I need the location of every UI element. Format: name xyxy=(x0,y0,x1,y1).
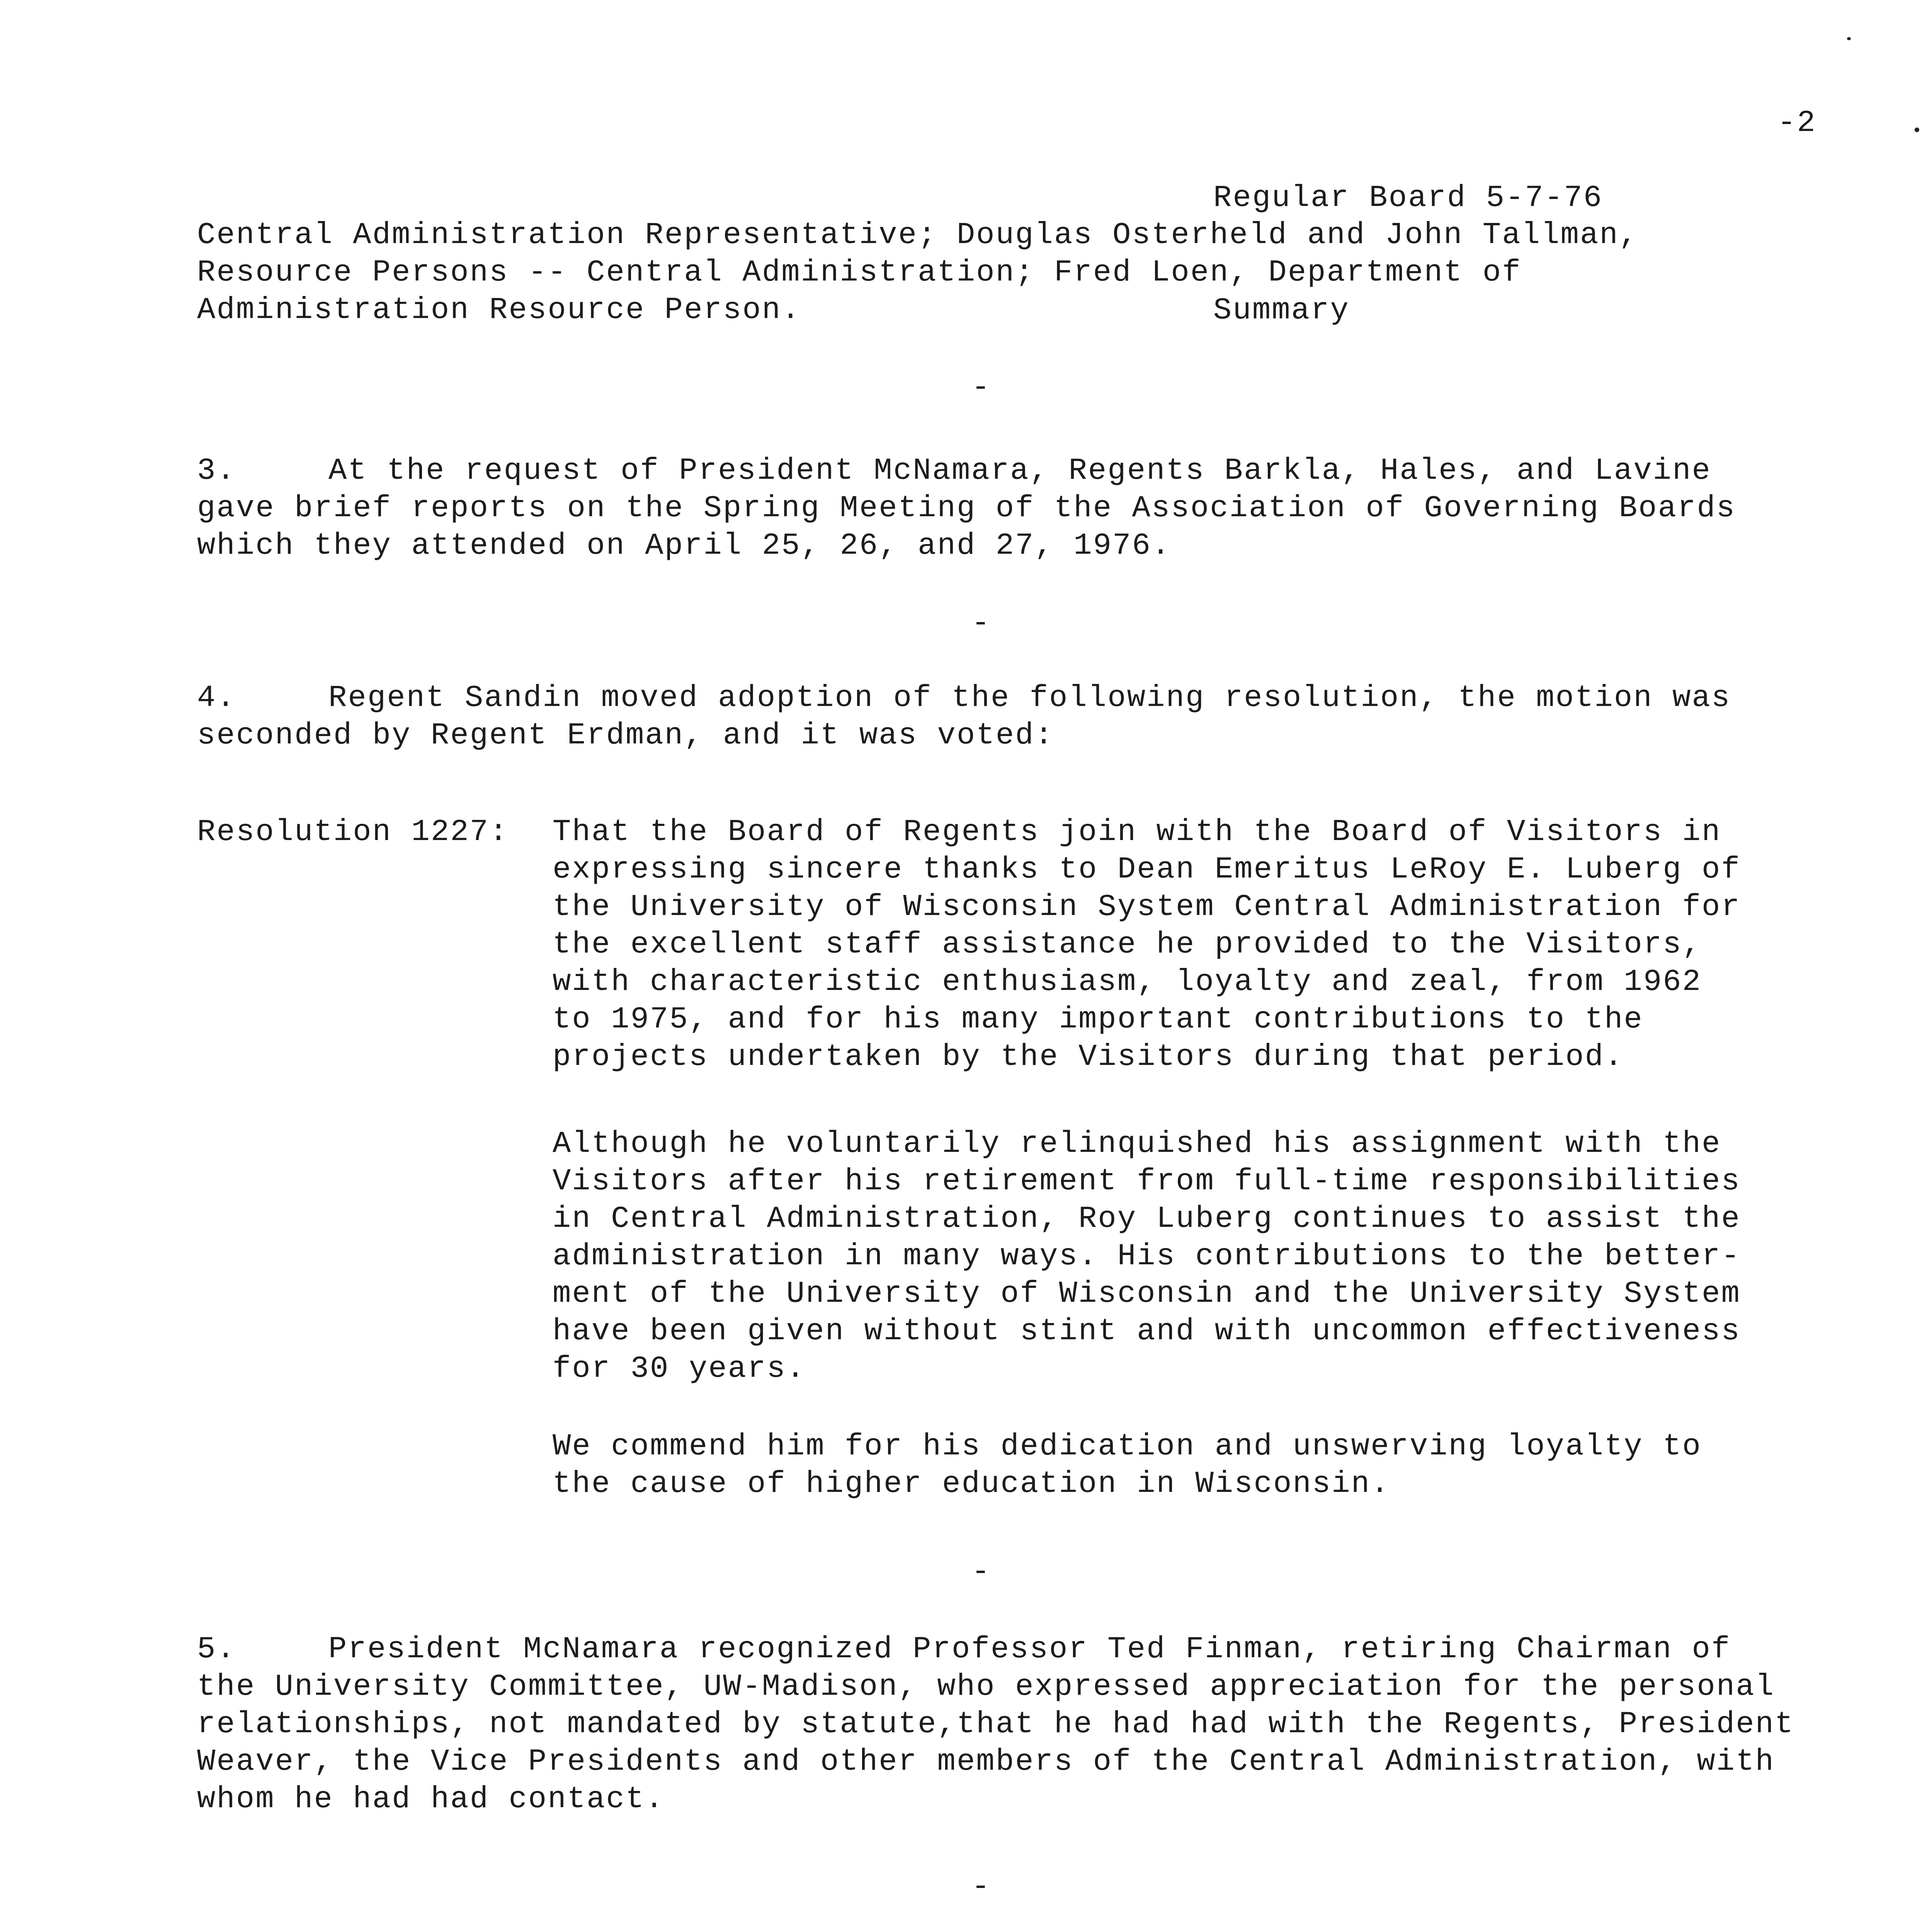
section-separator: - xyxy=(971,1869,999,1904)
section-separator: - xyxy=(971,370,999,405)
item-4 xyxy=(197,679,1801,754)
item-5 xyxy=(197,1631,1814,1818)
page-number: -2 xyxy=(1777,105,1816,140)
item-3 xyxy=(197,452,1801,565)
scan-speck xyxy=(1915,128,1919,132)
header-subtitle: Summary xyxy=(1213,293,1350,328)
item-number: 4. xyxy=(197,680,236,715)
item-text: President McNamara recognized Professor Ted Finman, retiring Chairman of the University Committee, UW-Madison, who expressed appreciation for the personal relationships, not mandated by statute,that he had had with the Regents, President Weaver, the Vice Presidents and other members of the Central Administration, with whom he had had contact. xyxy=(197,1632,1814,1816)
item-number: 3. xyxy=(197,453,236,488)
section-separator: - xyxy=(971,606,999,641)
resolution-paragraph: We commend him for his dedication and unswerving loyalty to the cause of higher education in Wisconsin. xyxy=(553,1429,1721,1501)
resolution-paragraph: That the Board of Regents join with the Board of Visitors in expressing sincere thanks to Dean Emeritus LeRoy E. Luberg of the University of Wisconsin System Central Administration for the excellent staff assistance he provided to the Visitors, with characteristic enthusiasm, loyalty and zeal, from 1962 to 1975, and for his many important contributions to the projects undertaken by the Visitors during that period. xyxy=(553,815,1760,1074)
scan-speck xyxy=(1847,37,1851,40)
item-text: At the request of President McNamara, Regents Barkla, Hales, and Lavine gave brief reports on the Spring Meeting of the Association of Governing Boards which they attended on April 25, 26, and 27, 1976. xyxy=(197,453,1755,563)
item-text: Regent Sandin moved adoption of the following resolution, the motion was seconded by Regent Erdman, and it was voted: xyxy=(197,680,1750,753)
resolution-paragraph: Although he voluntarily relinquished his assignment with the Visitors after his retirement from full-time responsibilities in Central Administration, Roy Luberg continues to assist the administration in many ways. His contributions to the better-ment of the University of Wisconsin and the University System have been given without stint and with uncommon effectiveness for 30 years. xyxy=(553,1126,1760,1386)
resolution-label: Resolution 1227: xyxy=(197,815,509,849)
header-title: Regular Board 5-7-76 xyxy=(1213,180,1603,215)
item-number: 5. xyxy=(197,1632,236,1667)
section-separator: - xyxy=(971,1554,999,1589)
continuation-paragraph: Central Administration Representative; Douglas Osterheld and John Tallman, Resource Persons -- Central Administration; Fred Loen, Department of Administration Resource Person. xyxy=(197,218,1658,327)
